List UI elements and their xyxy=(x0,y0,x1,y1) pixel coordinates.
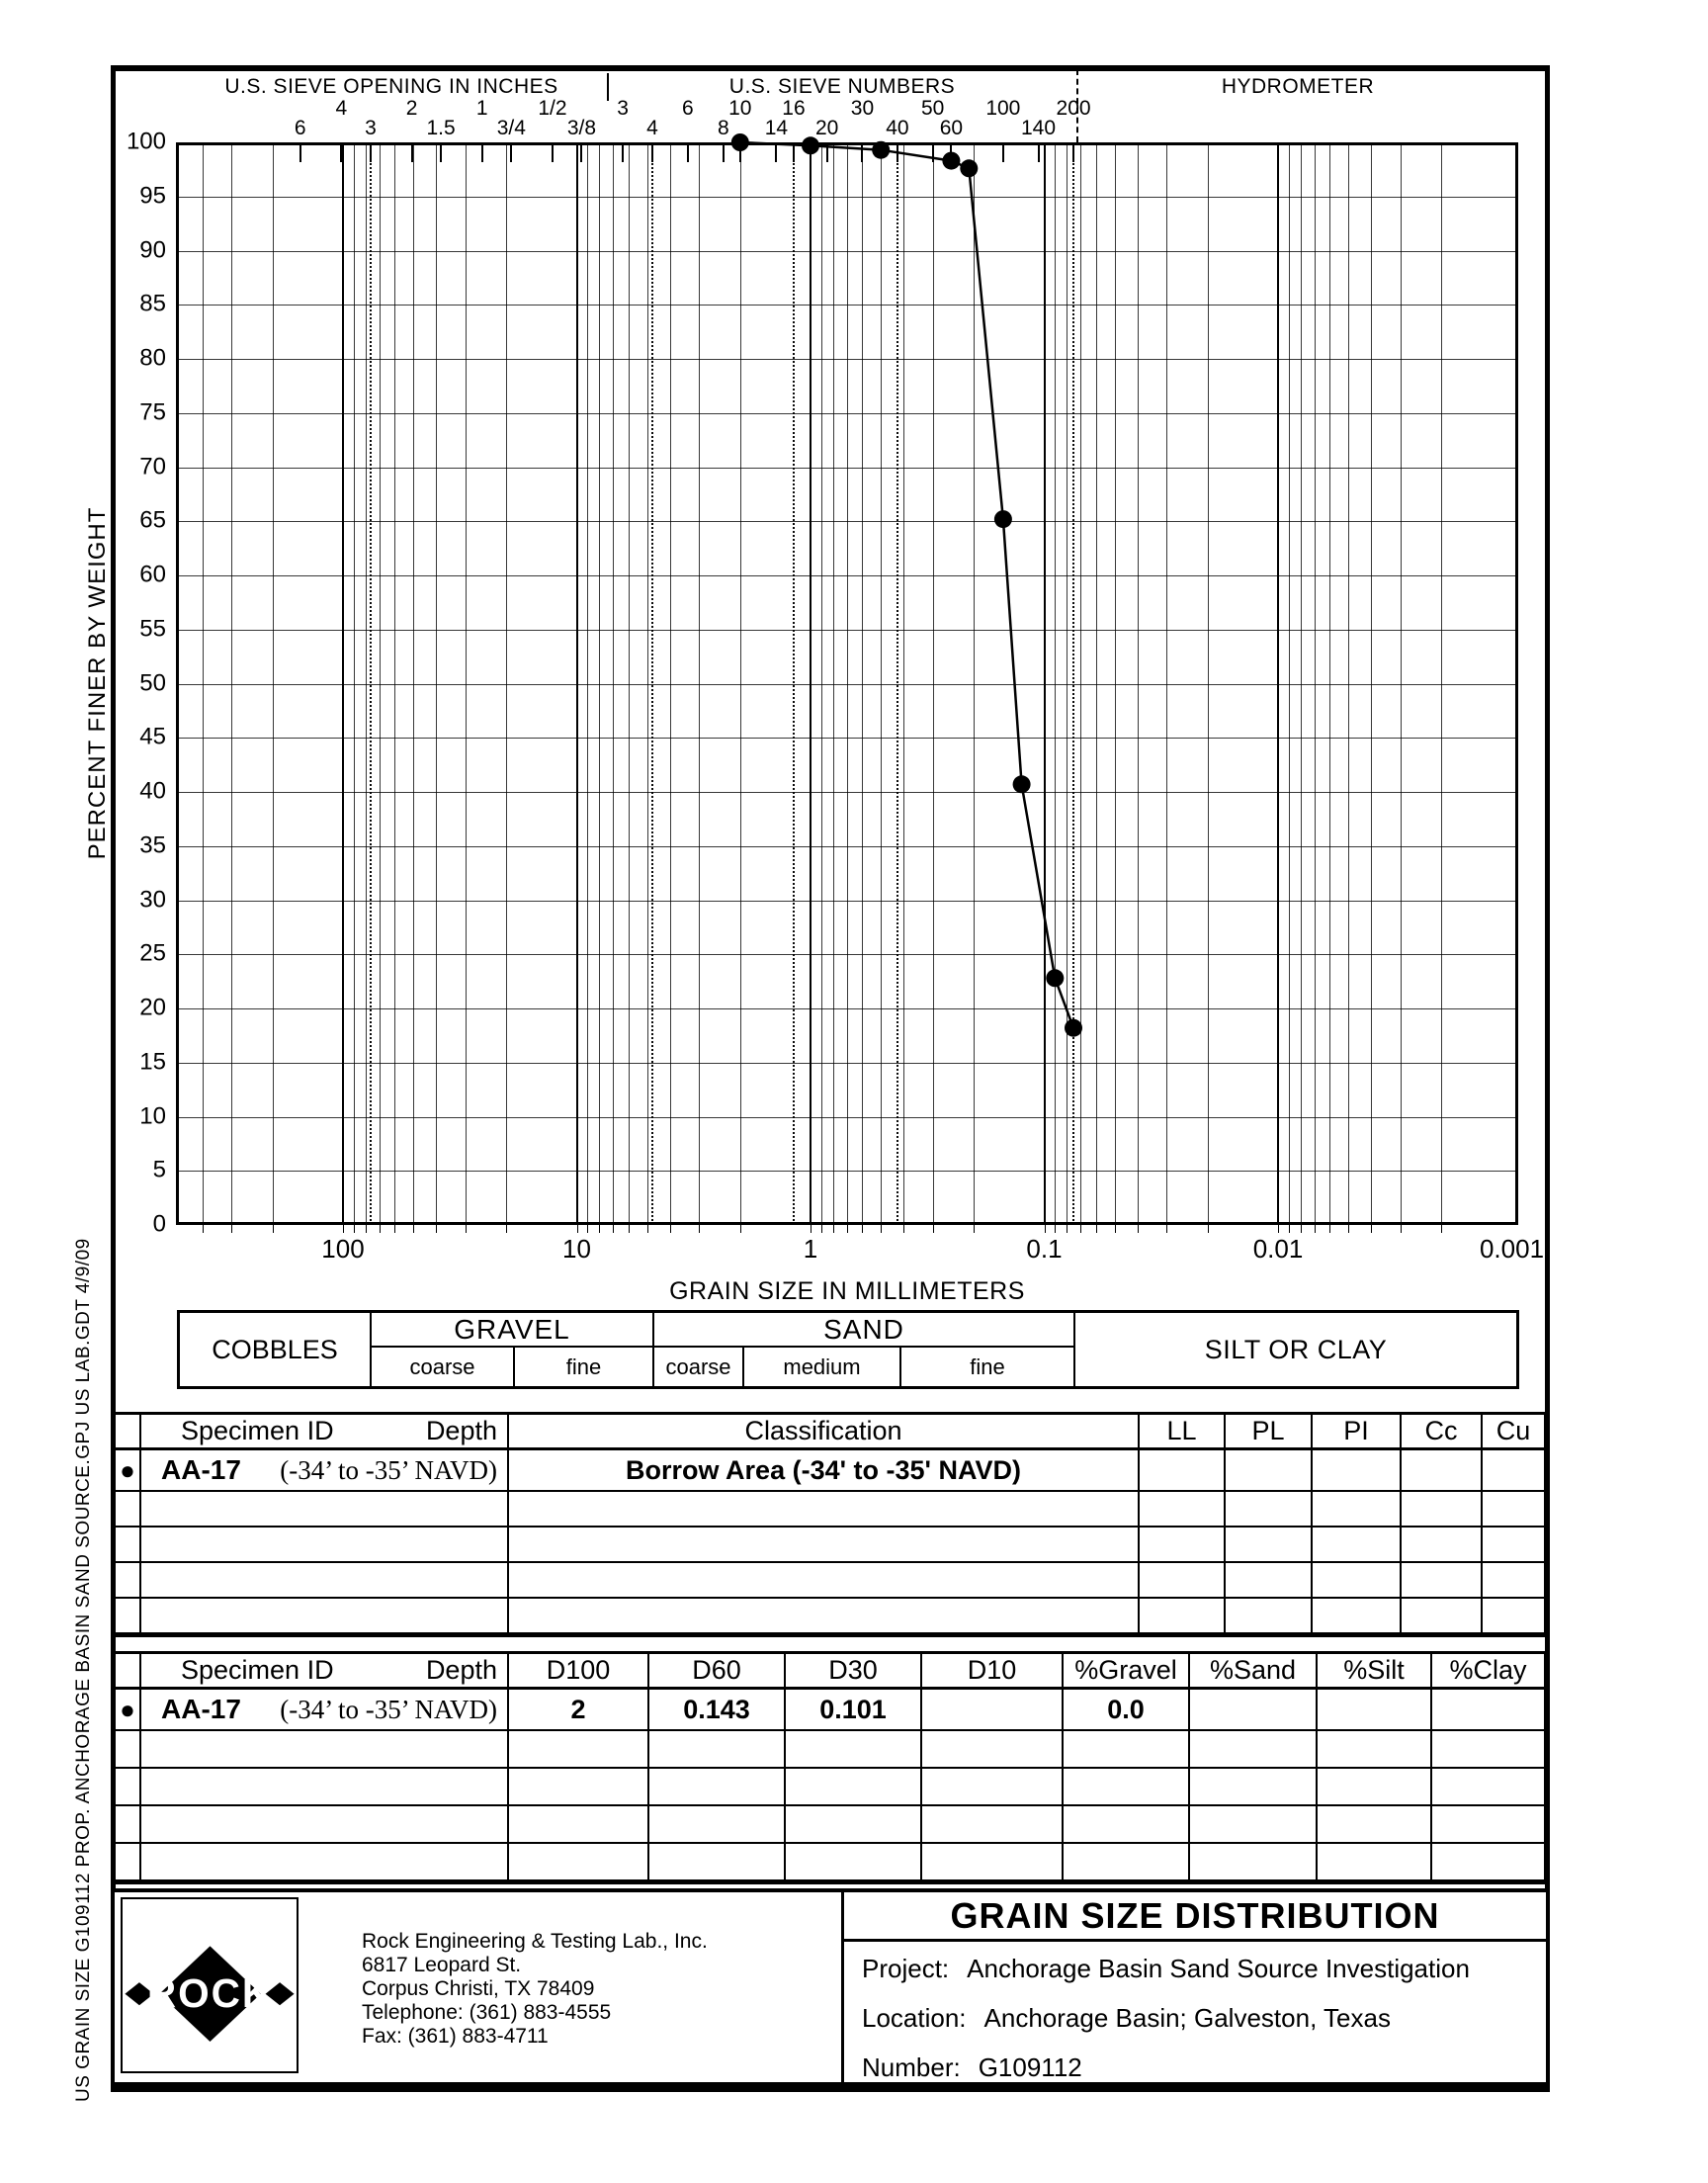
location-label: Location: xyxy=(862,2003,967,2033)
empty-cell xyxy=(922,1731,1064,1769)
data-point-marker xyxy=(731,133,749,151)
band-gravel-title: GRAVEL xyxy=(372,1313,652,1348)
axis-tick xyxy=(231,1225,232,1233)
empty-cell xyxy=(509,1769,649,1806)
specimen-id-value: AA-17 xyxy=(161,1694,241,1724)
y-axis-title: PERCENT FINER BY WEIGHT xyxy=(84,506,111,860)
empty-cell xyxy=(1190,1769,1318,1806)
sieve-label: 40 xyxy=(886,117,909,139)
gravel-header: %Gravel xyxy=(1064,1654,1190,1690)
y-tick-label: 30 xyxy=(139,885,166,913)
sieve-label: 10 xyxy=(728,97,752,120)
company-street: 6817 Leopard St. xyxy=(362,1954,522,1976)
location-value: Anchorage Basin; Galveston, Texas xyxy=(983,2003,1391,2033)
location-line xyxy=(862,2004,1391,2032)
y-tick-label: 55 xyxy=(139,615,166,643)
axis-tick xyxy=(203,1225,204,1233)
axis-tick xyxy=(413,1225,414,1233)
axis-tick xyxy=(629,1225,630,1233)
axis-tick xyxy=(1371,1225,1372,1233)
axis-tick xyxy=(647,1225,648,1233)
y-tick-label: 60 xyxy=(139,561,166,588)
empty-cell xyxy=(116,1844,141,1881)
header-divider xyxy=(607,73,609,101)
sieve-label: 3 xyxy=(617,97,629,120)
gravel-value: 0.0 xyxy=(1064,1690,1190,1731)
empty-cell xyxy=(1226,1492,1313,1528)
classification-table xyxy=(113,1412,1547,1637)
x-tick-label: 0.001 xyxy=(1479,1234,1545,1264)
axis-tick xyxy=(1348,1225,1349,1233)
x-tick-label: 10 xyxy=(562,1234,591,1264)
sieve-label: 14 xyxy=(764,117,789,139)
data-point-marker xyxy=(1013,775,1031,793)
y-tick-label: 75 xyxy=(139,398,166,426)
empty-cell xyxy=(1432,1806,1544,1844)
gradation-curve xyxy=(176,142,1518,1225)
d100-value: 2 xyxy=(509,1690,649,1731)
depth-header: Depth xyxy=(425,1655,497,1685)
y-tick-label: 0 xyxy=(152,1210,166,1238)
company-fax: Fax: (361) 883-4711 xyxy=(362,2025,549,2048)
pi-header: PI xyxy=(1313,1415,1402,1450)
empty-cell xyxy=(649,1769,786,1806)
project-label: Project: xyxy=(862,1954,950,1983)
x-tick-label: 0.01 xyxy=(1252,1234,1304,1264)
classification-header: Classification xyxy=(509,1415,1140,1450)
header-hydrometer: HYDROMETER xyxy=(1221,75,1375,98)
empty-cell xyxy=(1190,1806,1318,1844)
axis-tick xyxy=(380,1225,381,1233)
axis-tick xyxy=(1208,1225,1209,1233)
empty-cell xyxy=(922,1806,1064,1844)
band-sand-fine: fine xyxy=(899,1348,1073,1386)
axis-tick xyxy=(1045,1225,1046,1233)
empty-cell xyxy=(509,1731,649,1769)
empty-cell xyxy=(649,1731,786,1769)
y-tick-label: 80 xyxy=(139,344,166,372)
d60-value: 0.143 xyxy=(649,1690,786,1731)
empty-cell xyxy=(116,1731,141,1769)
axis-tick xyxy=(1166,1225,1167,1233)
d30-header: D30 xyxy=(786,1654,922,1690)
empty-cell xyxy=(1140,1528,1226,1563)
series-symbol-cell xyxy=(116,1450,141,1492)
y-tick-label: 90 xyxy=(139,235,166,263)
symbol-header-cell xyxy=(116,1654,141,1690)
specimen-depth-header xyxy=(141,1654,509,1690)
empty-cell xyxy=(1402,1563,1483,1599)
symbol-header-cell xyxy=(116,1415,141,1450)
title-rule xyxy=(844,1939,1546,1942)
y-tick-label: 15 xyxy=(139,1048,166,1076)
axis-tick xyxy=(1441,1225,1442,1233)
clay-value xyxy=(1432,1690,1544,1731)
axis-tick xyxy=(933,1225,934,1233)
axis-tick xyxy=(1315,1225,1316,1233)
axis-tick xyxy=(1329,1225,1330,1233)
empty-cell xyxy=(1064,1844,1190,1881)
sand-value xyxy=(1190,1690,1318,1731)
y-tick-label: 70 xyxy=(139,452,166,480)
sieve-label: 3/4 xyxy=(496,117,526,139)
sieve-label: 4 xyxy=(335,97,348,120)
series-symbol: ● xyxy=(120,1695,135,1724)
empty-cell xyxy=(922,1769,1064,1806)
empty-cell xyxy=(1402,1528,1483,1563)
y-tick-label: 10 xyxy=(139,1101,166,1129)
empty-cell xyxy=(509,1528,1140,1563)
cu-header: Cu xyxy=(1483,1415,1544,1450)
logo-text: ROCK xyxy=(146,1970,274,2017)
specimen-depth-cell xyxy=(141,1690,509,1731)
classification-value: Borrow Area (-34' to -35' NAVD) xyxy=(509,1450,1140,1492)
empty-cell xyxy=(786,1769,922,1806)
sieve-label: 2 xyxy=(405,97,418,120)
ll-header: LL xyxy=(1140,1415,1226,1450)
empty-cell xyxy=(141,1599,509,1634)
y-tick-label: 35 xyxy=(139,831,166,859)
depth-value: (-34’ to -35’ NAVD) xyxy=(280,1694,497,1724)
ll-value xyxy=(1140,1450,1226,1492)
specimen-depth-header xyxy=(141,1415,509,1450)
header-sieve-numbers: U.S. SIEVE NUMBERS xyxy=(728,75,956,98)
gradation-curve-line xyxy=(740,142,1073,1028)
axis-tick xyxy=(881,1225,882,1233)
empty-cell xyxy=(1483,1563,1544,1599)
axis-tick xyxy=(436,1225,437,1233)
sieve-label: 3/8 xyxy=(566,117,597,139)
sheet-border-top xyxy=(111,65,1550,71)
d60-header: D60 xyxy=(649,1654,786,1690)
empty-cell xyxy=(1190,1844,1318,1881)
empty-cell xyxy=(1432,1769,1544,1806)
specimen-depth-cell xyxy=(141,1450,509,1492)
axis-tick xyxy=(577,1225,578,1233)
axis-tick xyxy=(740,1225,741,1233)
sieve-label: 60 xyxy=(939,117,964,139)
empty-cell xyxy=(649,1844,786,1881)
empty-cell xyxy=(1226,1599,1313,1634)
axis-tick xyxy=(974,1225,975,1233)
axis-tick xyxy=(1278,1225,1279,1233)
number-value: G109112 xyxy=(978,2052,1082,2082)
empty-cell xyxy=(1064,1769,1190,1806)
y-tick-label: 5 xyxy=(152,1156,166,1183)
empty-cell xyxy=(1318,1844,1432,1881)
axis-tick xyxy=(1289,1225,1290,1233)
series-symbol: ● xyxy=(120,1455,135,1485)
empty-cell xyxy=(116,1528,141,1563)
empty-cell xyxy=(116,1492,141,1528)
axis-tick xyxy=(1055,1225,1056,1233)
empty-cell xyxy=(1318,1731,1432,1769)
empty-cell xyxy=(509,1806,649,1844)
empty-cell xyxy=(116,1806,141,1844)
data-point-marker xyxy=(942,152,960,170)
empty-cell xyxy=(509,1492,1140,1528)
size-classification-band xyxy=(177,1310,1519,1389)
empty-cell xyxy=(1313,1528,1402,1563)
pl-value xyxy=(1226,1450,1313,1492)
axis-tick xyxy=(1067,1225,1068,1233)
specimen-id-header: Specimen ID xyxy=(181,1416,334,1445)
empty-cell xyxy=(1226,1563,1313,1599)
axis-tick xyxy=(273,1225,274,1233)
cu-value xyxy=(1483,1450,1544,1492)
sieve-label: 6 xyxy=(294,117,306,139)
empty-cell xyxy=(1140,1563,1226,1599)
pl-header: PL xyxy=(1226,1415,1313,1450)
y-tick-label: 85 xyxy=(139,290,166,317)
data-point-marker xyxy=(994,510,1012,528)
data-point-marker xyxy=(1046,969,1064,987)
empty-cell xyxy=(1318,1806,1432,1844)
data-point-marker xyxy=(960,159,978,177)
specimen-id-header: Specimen ID xyxy=(181,1655,334,1685)
axis-tick xyxy=(394,1225,395,1233)
empty-cell xyxy=(141,1806,509,1844)
empty-cell xyxy=(1402,1599,1483,1634)
sieve-label: 1.5 xyxy=(426,117,456,139)
sieve-label: 3 xyxy=(365,117,377,139)
x-tick-label: 0.1 xyxy=(1026,1234,1063,1264)
file-stamp-text: US GRAIN SIZE G109112 PROP. ANCHORAGE BASIN SAND SOURCE.GPJ US LAB.GDT 4/9/09 xyxy=(73,1238,94,2102)
band-cobbles: COBBLES xyxy=(212,1334,338,1364)
axis-tick xyxy=(903,1225,904,1233)
d100-header: D100 xyxy=(509,1654,649,1690)
y-axis-tick-labels xyxy=(111,0,172,1285)
depth-value: (-34’ to -35’ NAVD) xyxy=(280,1454,497,1485)
rock-logo-icon xyxy=(123,1899,297,2071)
depth-header: Depth xyxy=(425,1416,497,1445)
axis-tick xyxy=(354,1225,355,1233)
empty-cell xyxy=(1483,1599,1544,1634)
d10-value xyxy=(922,1690,1064,1731)
sieve-label: 100 xyxy=(985,97,1021,120)
axis-tick xyxy=(587,1225,588,1233)
x-tick-label: 100 xyxy=(321,1234,365,1264)
axis-tick xyxy=(1115,1225,1116,1233)
company-logo xyxy=(121,1897,299,2073)
y-tick-label: 40 xyxy=(139,777,166,805)
report-title: GRAIN SIZE DISTRIBUTION xyxy=(950,1895,1440,1936)
sieve-label: 6 xyxy=(681,97,694,120)
axis-tick xyxy=(613,1225,614,1233)
empty-cell xyxy=(141,1492,509,1528)
project-line xyxy=(862,1955,1470,1982)
empty-cell xyxy=(141,1528,509,1563)
axis-tick xyxy=(466,1225,467,1233)
title-block xyxy=(111,1888,1550,2092)
y-tick-label: 25 xyxy=(139,939,166,967)
axis-tick xyxy=(1080,1225,1081,1233)
silt-value xyxy=(1318,1690,1432,1731)
empty-cell xyxy=(509,1599,1140,1634)
axis-tick xyxy=(1301,1225,1302,1233)
number-line xyxy=(862,2053,1082,2081)
empty-cell xyxy=(509,1844,649,1881)
company-address xyxy=(362,1930,708,2049)
band-gravel xyxy=(370,1313,652,1386)
empty-cell xyxy=(922,1844,1064,1881)
company-city: Corpus Christi, TX 78409 xyxy=(362,1977,595,2000)
empty-cell xyxy=(1140,1599,1226,1634)
plot-area xyxy=(176,142,1518,1225)
company-name: Rock Engineering & Testing Lab., Inc. xyxy=(362,1930,708,1953)
y-tick-label: 100 xyxy=(126,128,166,155)
sieve-label: 16 xyxy=(782,97,806,120)
empty-cell xyxy=(1402,1492,1483,1528)
axis-tick xyxy=(343,1225,344,1233)
d10-header: D10 xyxy=(922,1654,1064,1690)
empty-cell xyxy=(1140,1492,1226,1528)
series-symbol-cell xyxy=(116,1690,141,1731)
specimen-id-value: AA-17 xyxy=(161,1454,241,1485)
empty-cell xyxy=(1313,1492,1402,1528)
empty-cell xyxy=(1432,1844,1544,1881)
band-gravel-coarse: coarse xyxy=(409,1353,475,1379)
cc-header: Cc xyxy=(1402,1415,1483,1450)
empty-cell xyxy=(141,1731,509,1769)
project-value: Anchorage Basin Sand Source Investigation xyxy=(967,1954,1470,1983)
axis-tick xyxy=(1138,1225,1139,1233)
y-tick-label: 95 xyxy=(139,182,166,210)
axis-tick xyxy=(833,1225,834,1233)
empty-cell xyxy=(509,1563,1140,1599)
empty-cell xyxy=(116,1599,141,1634)
gradation-table xyxy=(113,1651,1547,1884)
band-gravel-fine: fine xyxy=(513,1348,652,1386)
empty-cell xyxy=(1190,1731,1318,1769)
sieve-label: 1/2 xyxy=(538,97,567,120)
band-sand xyxy=(652,1313,1073,1386)
axis-tick xyxy=(821,1225,822,1233)
data-point-marker xyxy=(872,141,890,159)
axis-tick xyxy=(699,1225,700,1233)
axis-tick xyxy=(1096,1225,1097,1233)
sieve-label: 30 xyxy=(850,97,875,120)
header-sieve-inches: U.S. SIEVE OPENING IN INCHES xyxy=(224,75,558,98)
band-silt-or-clay: SILT OR CLAY xyxy=(1073,1313,1516,1386)
empty-cell xyxy=(1064,1806,1190,1844)
axis-tick xyxy=(862,1225,863,1233)
axis-tick xyxy=(1401,1225,1402,1233)
silt-header: %Silt xyxy=(1318,1654,1432,1690)
sieve-label: 1 xyxy=(475,97,488,120)
y-tick-label: 45 xyxy=(139,723,166,750)
pi-value xyxy=(1313,1450,1402,1492)
empty-cell xyxy=(116,1769,141,1806)
axis-tick xyxy=(599,1225,600,1233)
sieve-label: 4 xyxy=(646,117,658,139)
empty-cell xyxy=(116,1563,141,1599)
sieve-label: 8 xyxy=(717,117,729,139)
band-sand-medium: medium xyxy=(742,1348,899,1386)
axis-tick xyxy=(366,1225,367,1233)
axis-tick xyxy=(506,1225,507,1233)
y-tick-label: 20 xyxy=(139,994,166,1021)
sieve-label: 50 xyxy=(920,97,945,120)
empty-cell xyxy=(786,1844,922,1881)
y-tick-label: 50 xyxy=(139,668,166,696)
y-tick-label: 65 xyxy=(139,506,166,534)
number-label: Number: xyxy=(862,2052,961,2082)
empty-cell xyxy=(1313,1563,1402,1599)
empty-cell xyxy=(649,1806,786,1844)
data-point-marker xyxy=(1065,1019,1082,1037)
empty-cell xyxy=(141,1844,509,1881)
x-axis-title: GRAIN SIZE IN MILLIMETERS xyxy=(669,1277,1025,1305)
sieve-label: 20 xyxy=(815,117,839,139)
empty-cell xyxy=(141,1769,509,1806)
x-tick-label: 1 xyxy=(803,1234,818,1264)
empty-cell xyxy=(1483,1528,1544,1563)
d30-value: 0.101 xyxy=(786,1690,922,1731)
company-phone: Telephone: (361) 883-4555 xyxy=(362,2001,612,2024)
empty-cell xyxy=(786,1806,922,1844)
empty-cell xyxy=(1318,1769,1432,1806)
axis-tick xyxy=(670,1225,671,1233)
empty-cell xyxy=(1226,1528,1313,1563)
empty-cell xyxy=(141,1563,509,1599)
axis-tick xyxy=(847,1225,848,1233)
sand-header: %Sand xyxy=(1190,1654,1318,1690)
sieve-label: 200 xyxy=(1056,97,1091,120)
cc-value xyxy=(1402,1450,1483,1492)
empty-cell xyxy=(1483,1492,1544,1528)
clay-header: %Clay xyxy=(1432,1654,1544,1690)
sieve-label: 140 xyxy=(1020,117,1057,139)
empty-cell xyxy=(786,1731,922,1769)
band-sand-coarse: coarse xyxy=(665,1353,731,1379)
band-sand-title: SAND xyxy=(654,1313,1073,1348)
empty-cell xyxy=(1432,1731,1544,1769)
empty-cell xyxy=(1064,1731,1190,1769)
empty-cell xyxy=(1313,1599,1402,1634)
